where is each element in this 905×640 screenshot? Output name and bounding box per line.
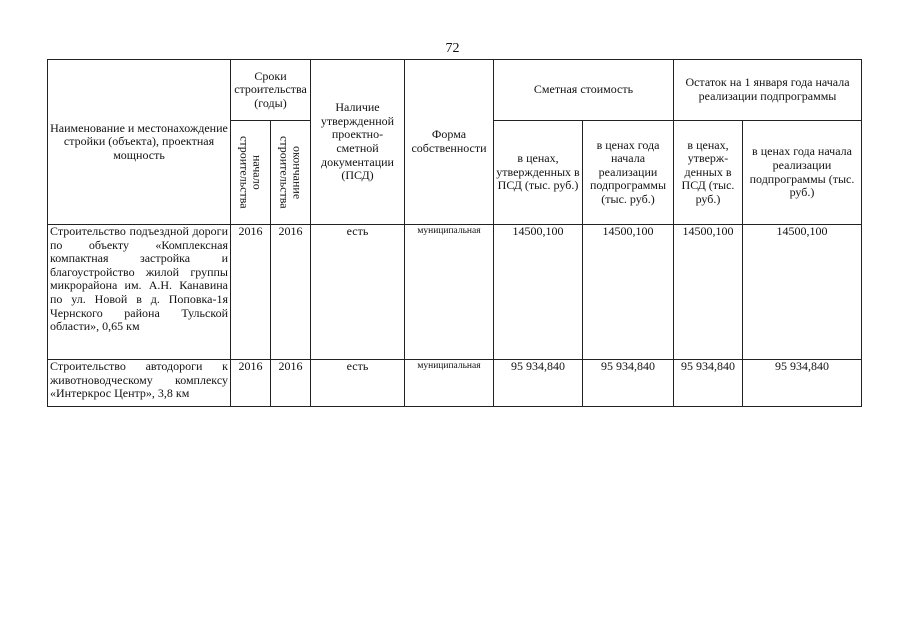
row-cost-psd: 14500,100 <box>494 225 583 360</box>
row-name: Строительство автодороги к животноводческому комплексу «Интеркрос Центр», 3,8 км <box>48 360 231 407</box>
table-row <box>48 360 862 407</box>
row-name: Строительство подъездной дороги по объекту «Комплексная компактная застройка и благоустройство жилой группы микрорайона им. А.Н. Канавина по ул. Новой в д. Поповка-1я Чернского района Тульской области», 0,65 км <box>48 225 231 360</box>
header-cost-program-prices: в ценах года начала реализации подпрограммы (тыс. руб.) <box>583 121 674 225</box>
row-rem-program: 95 934,840 <box>743 360 862 407</box>
header-term-end-label: окончание строительства <box>277 136 305 209</box>
header-rem-psd-prices: в ценах, утверж-денных в ПСД (тыс. руб.) <box>674 121 743 225</box>
header-term-end <box>271 121 311 225</box>
row-ownership: муниципальная <box>405 225 494 360</box>
row-cost-program: 95 934,840 <box>583 360 674 407</box>
row-psd: есть <box>311 360 405 407</box>
header-estimated-cost: Сметная стоимость <box>494 60 674 121</box>
row-rem-psd: 95 934,840 <box>674 360 743 407</box>
row-ownership: муниципальная <box>405 360 494 407</box>
header-ownership: Форма собственности <box>405 60 494 225</box>
table-row <box>48 225 862 360</box>
header-rem-program-prices: в ценах года начала реализации подпрограммы (тыс. руб.) <box>743 121 862 225</box>
row-end: 2016 <box>271 360 311 407</box>
row-cost-psd: 95 934,840 <box>494 360 583 407</box>
row-start: 2016 <box>231 360 271 407</box>
header-term-start <box>231 121 271 225</box>
row-cost-program: 14500,100 <box>583 225 674 360</box>
header-cost-psd-prices: в ценах, утвержденных в ПСД (тыс. руб.) <box>494 121 583 225</box>
row-rem-psd: 14500,100 <box>674 225 743 360</box>
header-row-1 <box>48 60 862 121</box>
header-name: Наименование и местонахождение стройки (объекта), проектная мощность <box>48 60 231 225</box>
header-psd: Наличие утвержденной проектно-сметной документации (ПСД) <box>311 60 405 225</box>
row-rem-program: 14500,100 <box>743 225 862 360</box>
row-start: 2016 <box>231 225 271 360</box>
header-remainder: Остаток на 1 января года начала реализации подпрограммы <box>674 60 862 121</box>
row-end: 2016 <box>271 225 311 360</box>
construction-objects-table <box>47 59 862 407</box>
header-terms: Сроки строительства (годы) <box>231 60 311 121</box>
header-term-start-label: начало строительства <box>237 136 265 209</box>
page-number: 72 <box>445 41 460 56</box>
row-psd: есть <box>311 225 405 360</box>
